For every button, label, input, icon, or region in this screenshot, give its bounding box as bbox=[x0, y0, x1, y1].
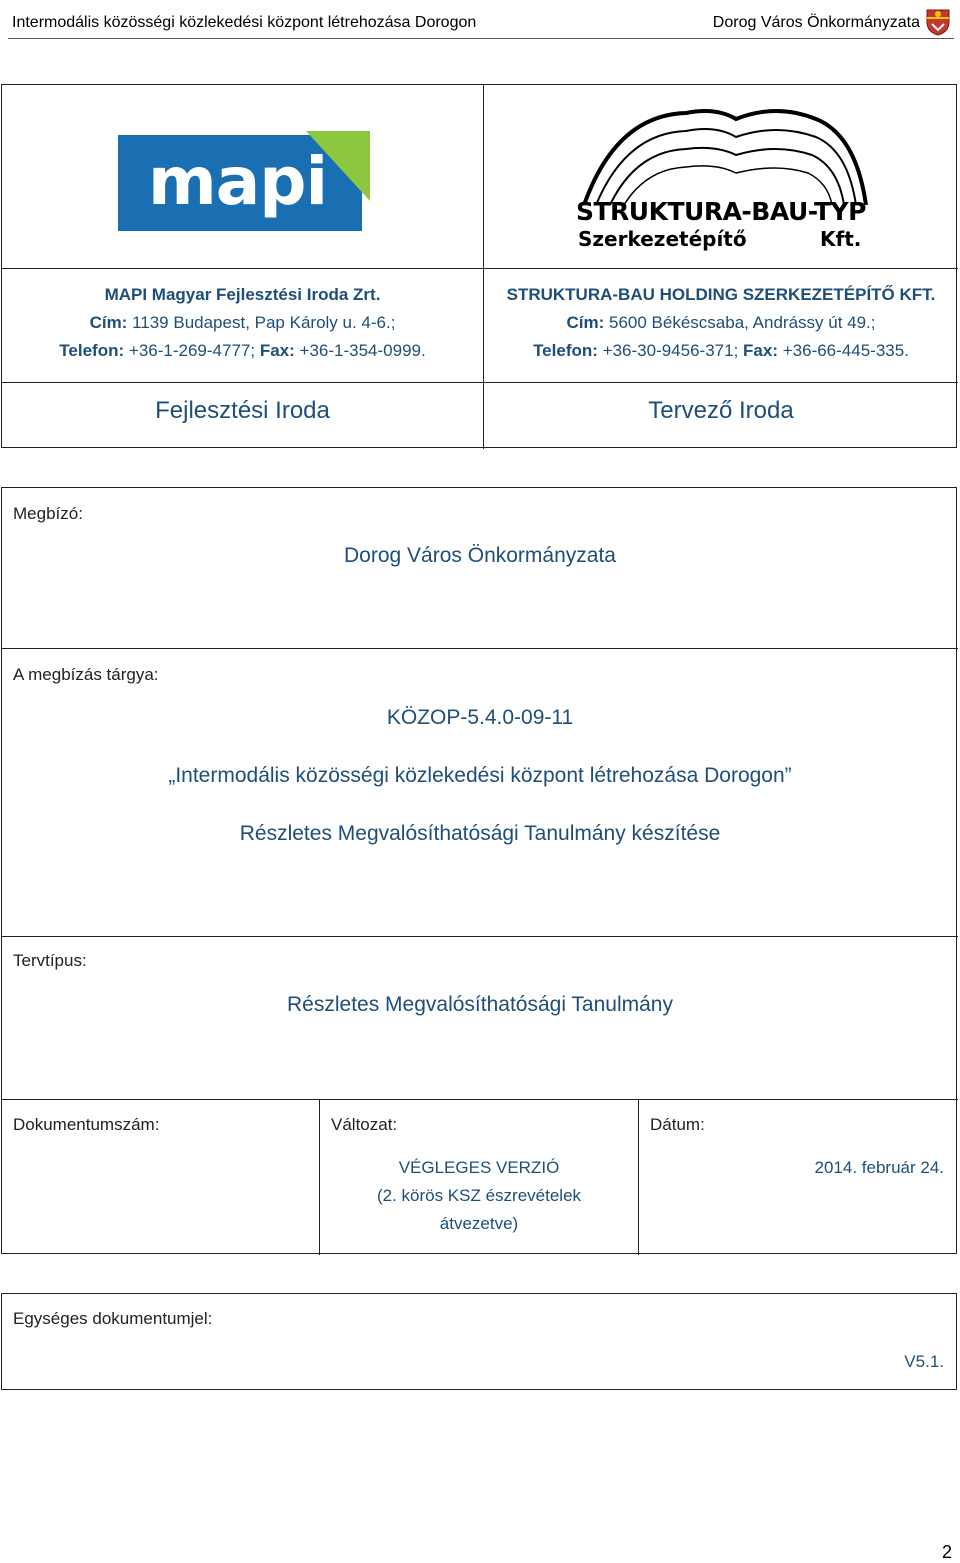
mapi-fax-label: Fax: bbox=[259, 341, 295, 360]
struktura-logo bbox=[576, 105, 876, 255]
subject-label: A megbízás tárgya: bbox=[13, 665, 159, 684]
mapi-info bbox=[2, 281, 483, 365]
mapi-address: 1139 Budapest, Pap Károly u. 4-6.; bbox=[132, 313, 396, 332]
date-label: Dátum: bbox=[650, 1115, 705, 1134]
version-line2: (2. körös KSZ észrevételek bbox=[376, 1186, 582, 1205]
mapi-phone: +36-1-269-4777; bbox=[128, 341, 256, 360]
coat-of-arms-icon bbox=[924, 6, 952, 36]
plan-type-value: Részletes Megvalósíthatósági Tanulmány bbox=[287, 993, 673, 1016]
mapi-fax: +36-1-354-0999. bbox=[299, 341, 426, 360]
struktura-logo-line1: STRUKTURA-BAU-TYP bbox=[576, 197, 866, 226]
client-label: Megbízó: bbox=[13, 504, 83, 523]
project-info-table bbox=[1, 487, 957, 1254]
subject-task: Részletes Megvalósíthatósági Tanulmány készítése bbox=[239, 822, 721, 845]
firms-table bbox=[1, 84, 957, 448]
mapi-name: MAPI Magyar Fejlesztési Iroda Zrt. bbox=[104, 285, 381, 304]
struktura-fax: +36-66-445-335. bbox=[782, 341, 909, 360]
struktura-address: 5600 Békéscsaba, Andrássy út 49.; bbox=[609, 313, 876, 332]
doc-number-label: Dokumentumszám: bbox=[13, 1115, 160, 1134]
running-header bbox=[8, 10, 954, 39]
subject-project: „Intermodális közösségi közlekedési központ létrehozása Dorogon” bbox=[168, 764, 792, 787]
subject-code: KÖZOP-5.4.0-09-11 bbox=[386, 706, 574, 729]
struktura-info bbox=[484, 281, 958, 365]
unified-id-label: Egységes dokumentumjel: bbox=[13, 1309, 213, 1328]
struktura-logo-line2: Szerkezetépítő bbox=[578, 227, 747, 251]
header-right-title: Dorog Város Önkormányzata bbox=[712, 14, 920, 31]
plan-type-label: Tervtípus: bbox=[13, 951, 87, 970]
unified-id-value: V5.1. bbox=[904, 1352, 944, 1371]
struktura-logo-kft: Kft. bbox=[820, 227, 862, 251]
mapi-phone-label: Telefon: bbox=[59, 341, 125, 360]
struktura-fax-label: Fax: bbox=[743, 341, 778, 360]
struktura-phone-label: Telefon: bbox=[533, 341, 598, 360]
mapi-logo bbox=[118, 131, 370, 231]
date-value: 2014. február 24. bbox=[814, 1158, 944, 1177]
page-number: 2 bbox=[941, 1542, 952, 1562]
mapi-role: Fejlesztési Iroda bbox=[155, 397, 330, 424]
client-value: Dorog Város Önkormányzata bbox=[344, 544, 616, 567]
version-line3: átvezetve) bbox=[439, 1214, 519, 1233]
version-line1: VÉGLEGES VERZIÓ bbox=[398, 1158, 560, 1177]
header-left-title: Intermodális közösségi közlekedési központ létrehozása Dorogon bbox=[12, 14, 477, 31]
mapi-logo-text: mapi bbox=[148, 143, 328, 220]
struktura-phone: +36-30-9456-371; bbox=[602, 341, 739, 360]
struktura-role: Tervező Iroda bbox=[648, 397, 794, 424]
version-label: Változat: bbox=[331, 1115, 398, 1134]
struktura-address-label: Cím: bbox=[566, 313, 605, 332]
mapi-address-label: Cím: bbox=[89, 313, 128, 332]
version-value bbox=[320, 1154, 638, 1238]
struktura-name: STRUKTURA-BAU HOLDING SZERKEZETÉPÍTŐ KFT. bbox=[506, 285, 936, 304]
unified-id-box bbox=[1, 1293, 957, 1390]
